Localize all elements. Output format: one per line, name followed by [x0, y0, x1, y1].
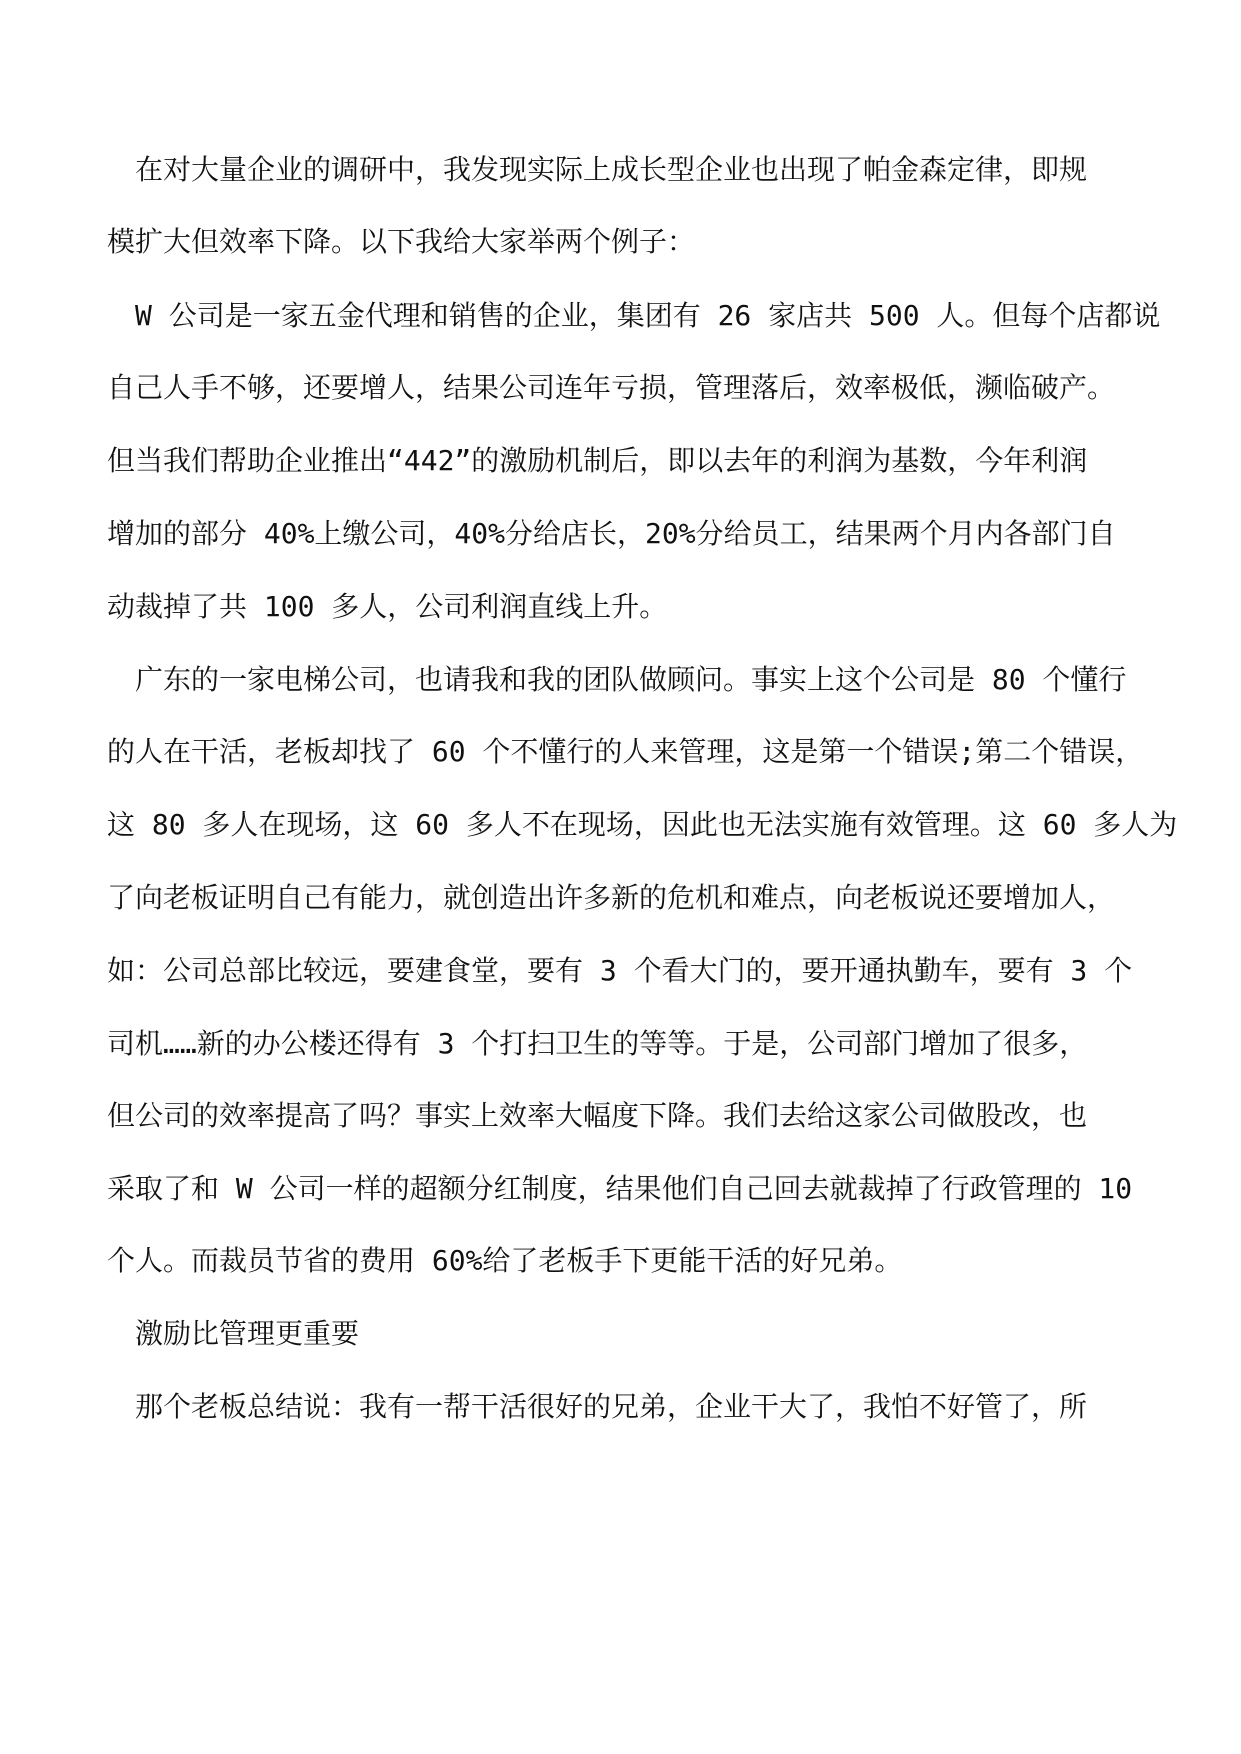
paragraph-3-line-3: 这 80 多人在现场，这 60 多人不在现场，因此也无法实施有效管理。这 60 多人为 [107, 808, 1178, 841]
paragraph-3-line-9: 个人。而裁员节省的费用 60%给了老板手下更能干活的好兄弟。 [107, 1244, 903, 1277]
paragraph-3-line-5: 如：公司总部比较远，要建食堂，要有 3 个看大门的，要开通执勤车，要有 3 个 [107, 954, 1133, 987]
paragraph-2-line-3: 但当我们帮助企业推出“442”的激励机制后，即以去年的利润为基数，今年利润 [107, 444, 1088, 477]
paragraph-4-line-1: 那个老板总结说：我有一帮干活很好的兄弟，企业干大了，我怕不好管了，所 [135, 1390, 1088, 1423]
paragraph-3-line-6: 司机……新的办公楼还得有 3 个打扫卫生的等等。于是，公司部门增加了很多， [107, 1027, 1088, 1060]
paragraph-3-line-8: 采取了和 W 公司一样的超额分红制度，结果他们自己回去就裁掉了行政管理的 10 [107, 1172, 1133, 1205]
paragraph-1-line-1: 在对大量企业的调研中，我发现实际上成长型企业也出现了帕金森定律，即规 [135, 153, 1088, 186]
paragraph-3-line-7: 但公司的效率提高了吗？事实上效率大幅度下降。我们去给这家公司做股改，也 [107, 1099, 1088, 1132]
paragraph-3-line-1: 广东的一家电梯公司，也请我和我的团队做顾问。事实上这个公司是 80 个懂行 [135, 663, 1127, 696]
paragraph-2-line-4: 增加的部分 40%上缴公司，40%分给店长，20%分给员工，结果两个月内各部门自 [107, 517, 1116, 550]
section-heading: 激励比管理更重要 [135, 1317, 360, 1350]
paragraph-2-line-5: 动裁掉了共 100 多人，公司利润直线上升。 [107, 590, 668, 623]
paragraph-3-line-2: 的人在干活，老板却找了 60 个不懂行的人来管理，这是第一个错误;第二个错误， [107, 735, 1144, 768]
paragraph-1-line-2: 模扩大但效率下降。以下我给大家举两个例子： [107, 225, 696, 258]
paragraph-2-line-2: 自己人手不够，还要增人，结果公司连年亏损，管理落后，效率极低，濒临破产。 [107, 371, 1116, 404]
paragraph-3-line-4: 了向老板证明自己有能力，就创造出许多新的危机和难点，向老板说还要增加人， [107, 881, 1116, 914]
paragraph-2-line-1: W 公司是一家五金代理和销售的企业，集团有 26 家店共 500 人。但每个店都说 [135, 299, 1161, 332]
